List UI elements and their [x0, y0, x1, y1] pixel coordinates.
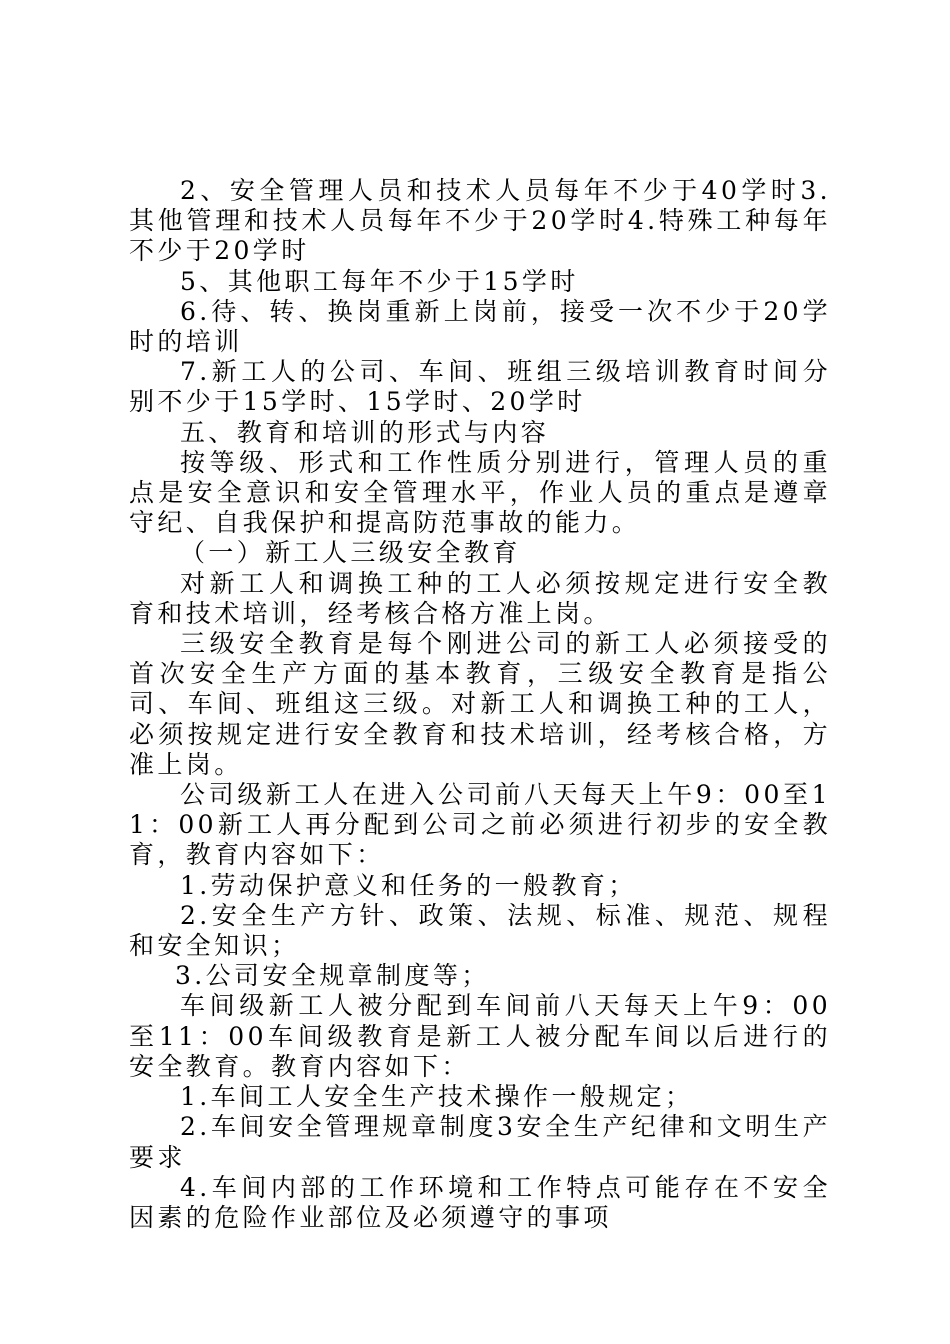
section-heading-education-forms: 五、教育和培训的形式与内容	[180, 417, 550, 447]
list-item-company-2: 2.安全生产方针、政策、法规、标准、规范、规程和安全知识；	[129, 900, 831, 961]
paragraph-education-by-level: 按等级、形式和工作性质分别进行，管理人员的重点是安全意识和安全管理水平，作业人员的重点是遵章守纪、自我保护和提高防范事故的能力。	[129, 447, 831, 538]
paragraph-training-hours-managers: 2、安全管理人员和技术人员每年不少于40学时3.其他管理和技术人员每年不少于20学时4.特殊工种每年不少于20学时	[129, 176, 831, 266]
list-item-workshop-4: 4.车间内部的工作环境和工作特点可能存在不安全因素的危险作业部位及必须遵守的事项	[129, 1172, 831, 1232]
paragraph-company-level-education: 公司级新工人在进入公司前八天每天上午9：00至11：00新工人再分配到公司之前必须进行初步的安全教育，教育内容如下：	[129, 780, 831, 870]
paragraph-new-worker-requirement: 对新工人和调换工种的工人必须按规定进行安全教育和技术培训，经考核合格方准上岗。	[129, 568, 831, 628]
subsection-heading-three-level-education: （一）新工人三级安全教育	[180, 538, 521, 568]
paragraph-three-level-definition: 三级安全教育是每个刚进公司的新工人必须接受的首次安全生产方面的基本教育，三级安全教育是指公司、车间、班组这三级。对新工人和调换工种的工人，必须按规定进行安全教育和技术培训，经考核合格，方准上岗。	[129, 629, 831, 779]
list-item-company-3: 3.公司安全规章制度等；	[175, 961, 490, 991]
list-item-workshop-1: 1.车间工人安全生产技术操作一般规定；	[180, 1082, 694, 1112]
list-item-workshop-2: 2.车间安全管理规章制度3安全生产纪律和文明生产要求	[129, 1112, 831, 1172]
paragraph-training-hours-new-workers: 7.新工人的公司、车间、班组三级培训教育时间分别不少于15学时、15学时、20学时	[129, 357, 831, 417]
paragraph-training-hours-other-staff: 5、其他职工每年不少于15学时	[180, 266, 579, 296]
paragraph-workshop-level-education: 车间级新工人被分配到车间前八天每天上午9：00至11：00车间级教育是新工人被分配车间以后进行的安全教育。教育内容如下：	[129, 991, 831, 1081]
document-body	[129, 176, 831, 1233]
list-item-company-1: 1.劳动保护意义和任务的一般教育；	[180, 870, 637, 900]
paragraph-training-hours-job-change: 6.待、转、换岗重新上岗前，接受一次不少于20学时的培训	[129, 296, 831, 357]
